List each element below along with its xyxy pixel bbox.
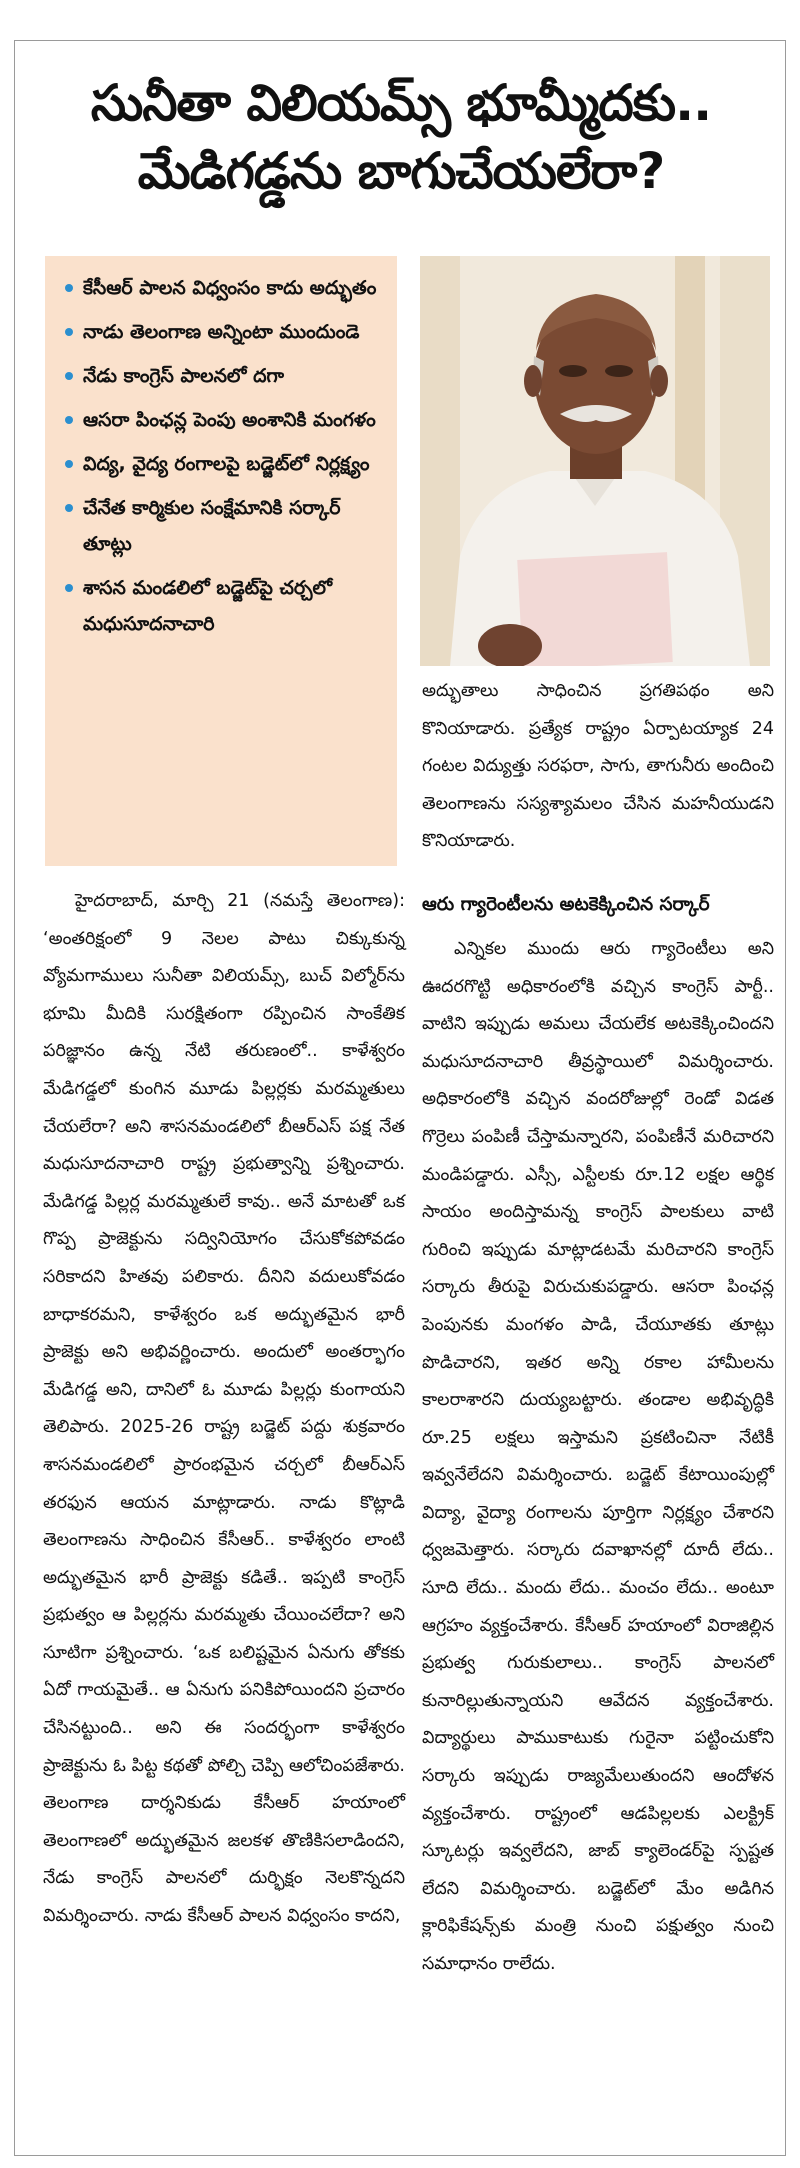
bullet-icon xyxy=(65,372,73,380)
highlights-box xyxy=(45,256,397,866)
bullet-icon xyxy=(65,460,73,468)
article-column-right xyxy=(422,673,774,1984)
highlight-item: నేడు కాంగ్రెస్ పాలనలో దగా xyxy=(61,358,387,394)
portrait-image xyxy=(420,256,770,666)
body-left: హైదరాబాద్, మార్చి 21 (నమస్తే తెలంగాణ): ‘అంతరిక్షంలో 9 నెలల పాటు చిక్కుకున్న వ్యోమగాములు సునీతా విలియమ్స్, బుచ్ విల్మోర్‌ను భూమి మీదికి సురక్షితంగా రప్పించిన సాంకేతిక పరిజ్ఞానం ఉన్న నేటి తరుణంలో.. కాళేశ్వరం మేడిగడ్డలో కుంగిన మూడు పిల్లర్లకు మరమ్మతులు చేయలేరా? అని శాసనమండలిలో బీఆర్‌ఎస్ పక్ష నేత మధుసూదనాచారి రాష్ట్ర ప్రభుత్వాన్ని ప్రశ్నించారు. మేడిగడ్డ పిల్లర్ల మరమ్మతులే కావు.. అనే మాటతో ఒక గొప్ప ప్రాజెక్టును సద్వినియోగం చేసుకోకపోవడం సరికాదని హితవు పలికారు. దీనిని వదులుకోవడం బాధాకరమని, కాళేశ్వరం ఒక అద్భుతమైన భారీ ప్రాజెక్టు అని అభివర్ణించారు. అందులో అంతర్భాగం మేడిగడ్డ అని, దానిలో ఓ మూడు పిల్లర్లు కుంగాయని తెలిపారు. 2025-26 రాష్ట్ర బడ్జెట్ పద్దు శుక్రవారం శాసనమండలిలో ప్రారంభమైన చర్చలో బీఆర్‌ఎస్ తరఫున ఆయన మాట్లాడారు. నాడు కొట్లాడి తెలంగాణను సాధించిన కేసీఆర్.. కాళేశ్వరం లాంటి అద్భుతమైన భారీ ప్రాజెక్టు కడితే.. ఇప్పటి కాంగ్రెస్ ప్రభుత్వం ఆ పిల్లర్లను మరమ్మతు చేయించలేదా? అని సూటిగా ప్రశ్నించారు. ‘ఒక బలిష్టమైన ఏనుగు తోకకు ఏదో గాయమైతే.. ఆ ఏనుగు పనికిపోయిందని ప్రచారం చేసినట్టుంది.. అని ఈ సందర్భంగా కాళేశ్వరం ప్రాజెక్టును ఓ పిట్ట కథతో పోల్చి చెప్పి ఆలోచింపజేశారు. తెలంగాణ దార్శనికుడు కేసీఆర్ హయాంలో తెలంగాణలో అద్భుతమైన జలకళ తొణికిసలాడిందని, నేడు కాంగ్రెస్ పాలనలో దుర్భిక్షం నెలకొన్నదని విమర్శించారు. నాడు కేసీఆర్ పాలన విధ్వంసం కాదని, xyxy=(43,891,405,1927)
body-right: ఎన్నికల ముందు ఆరు గ్యారెంటీలు అని ఊదరగొట్టి అధికారంలోకి వచ్చిన కాంగ్రెస్ పార్టీ.. వాటిని ఇప్పుడు అమలు చేయలేక అటకెక్కించిందని మధుసూదనాచారి తీవ్రస్థాయిలో విమర్శించారు. అధికారంలోకి వచ్చిన వందరోజుల్లో రెండో విడత గొర్రెలు పంపిణీ చేస్తామన్నారని, పంపిణీనే మరిచారని మండిపడ్డారు. ఎస్సీ, ఎస్టీలకు రూ.12 లక్షల ఆర్థిక సాయం అందిస్తామన్న కాంగ్రెస్ పాలకులు వాటి గురించి ఇప్పుడు మాట్లాడటమే మరిచారని కాంగ్రెస్ సర్కారు తీరుపై విరుచుకుపడ్డారు. ఆసరా పింఛన్ల పెంపునకు మంగళం పాడి, చేయూతకు తూట్లు పొడిచారని, ఇతర అన్ని రకాల హామీలను కాలరాశారని దుయ్యబట్టారు. తండాల అభివృద్ధికి రూ.25 లక్షలు ఇస్తామని ప్రకటించినా నేటికీ ఇవ్వనేలేదని విమర్శించారు. బడ్జెట్ కేటాయింపుల్లో విద్యా, వైద్యా రంగాలను పూర్తిగా నిర్లక్ష్యం చేశారని ధ్వజమెత్తారు. సర్కారు దవాఖానల్లో దూదీ లేదు.. సూది లేదు.. మందు లేదు.. మంచం లేదు.. అంటూ ఆగ్రహం వ్యక్తంచేశారు. కేసీఆర్ హయాంలో విరాజిల్లిన ప్రభుత్వ గురుకులాలు.. కాంగ్రెస్ పాలనలో కునారిల్లుతున్నాయని ఆవేదన వ్యక్తంచేశారు. విద్యార్థులు పాముకాటుకు గురైనా పట్టించుకోని సర్కారు ఇప్పుడు రాజ్యమేలుతుందని ఆందోళన వ్యక్తంచేశారు. రాష్ట్రంలో ఆడపిల్లలకు ఎలక్ట్రిక్ స్కూటర్లు ఇవ్వలేదని, జాబ్ క్యాలెండర్‌పై స్పష్టత లేదని విమర్శించారు. బడ్జెట్‌లో మేం అడిగిన క్లారిఫికేషన్స్‌కు మంత్రి నుంచి పక్షుత్వం నుంచి సమాధానం రాలేదు. xyxy=(422,938,774,1974)
body-right-top: అద్భుతాలు సాధించిన ప్రగతిపథం అని కొనియాడారు. ప్రత్యేక రాష్ట్రం ఏర్పాటయ్యాక 24 గంటల విద్యుత్తు సరఫరా, సాగు, తాగునీరు అందించి తెలంగాణను సస్యశ్యామలం చేసిన మహనీయుడని కొనియాడారు. xyxy=(422,681,774,852)
bullet-icon xyxy=(65,504,73,512)
highlight-item: చేనేత కార్మికుల సంక్షేమానికి సర్కార్ తూట్లు xyxy=(61,490,387,562)
headline xyxy=(15,69,787,205)
highlight-item: విద్య, వైద్య రంగాలపై బడ్జెట్‌లో నిర్లక్ష్యం xyxy=(61,446,387,482)
headline-line-1: సునీతా విలియమ్స్ భూమ్మీదకు.. xyxy=(90,74,712,132)
news-clipping xyxy=(14,40,786,2156)
highlight-item: కేసీఆర్ పాలన విధ్వంసం కాదు అద్భుతం xyxy=(61,270,387,306)
bullet-icon xyxy=(65,416,73,424)
bullet-icon xyxy=(65,284,73,292)
highlight-item: శాసన మండలిలో బడ్జెట్‌పై చర్చలో మధుసూదనాచారి xyxy=(61,570,387,642)
bullet-icon xyxy=(65,584,73,592)
highlights-list xyxy=(61,270,387,642)
article-column-left xyxy=(43,883,405,1936)
headline-line-2: మేడిగడ్డను బాగుచేయలేరా? xyxy=(137,142,665,200)
highlight-item: ఆసరా పింఛన్ల పెంపు అంశానికి మంగళం xyxy=(61,402,387,438)
subheading: ఆరు గ్యారెంటీలను అటకెక్కించిన సర్కార్ xyxy=(422,893,710,915)
speaker-photo xyxy=(420,256,770,666)
bullet-icon xyxy=(65,328,73,336)
highlight-item: నాడు తెలంగాణ అన్నింటా ముందుండె xyxy=(61,314,387,350)
